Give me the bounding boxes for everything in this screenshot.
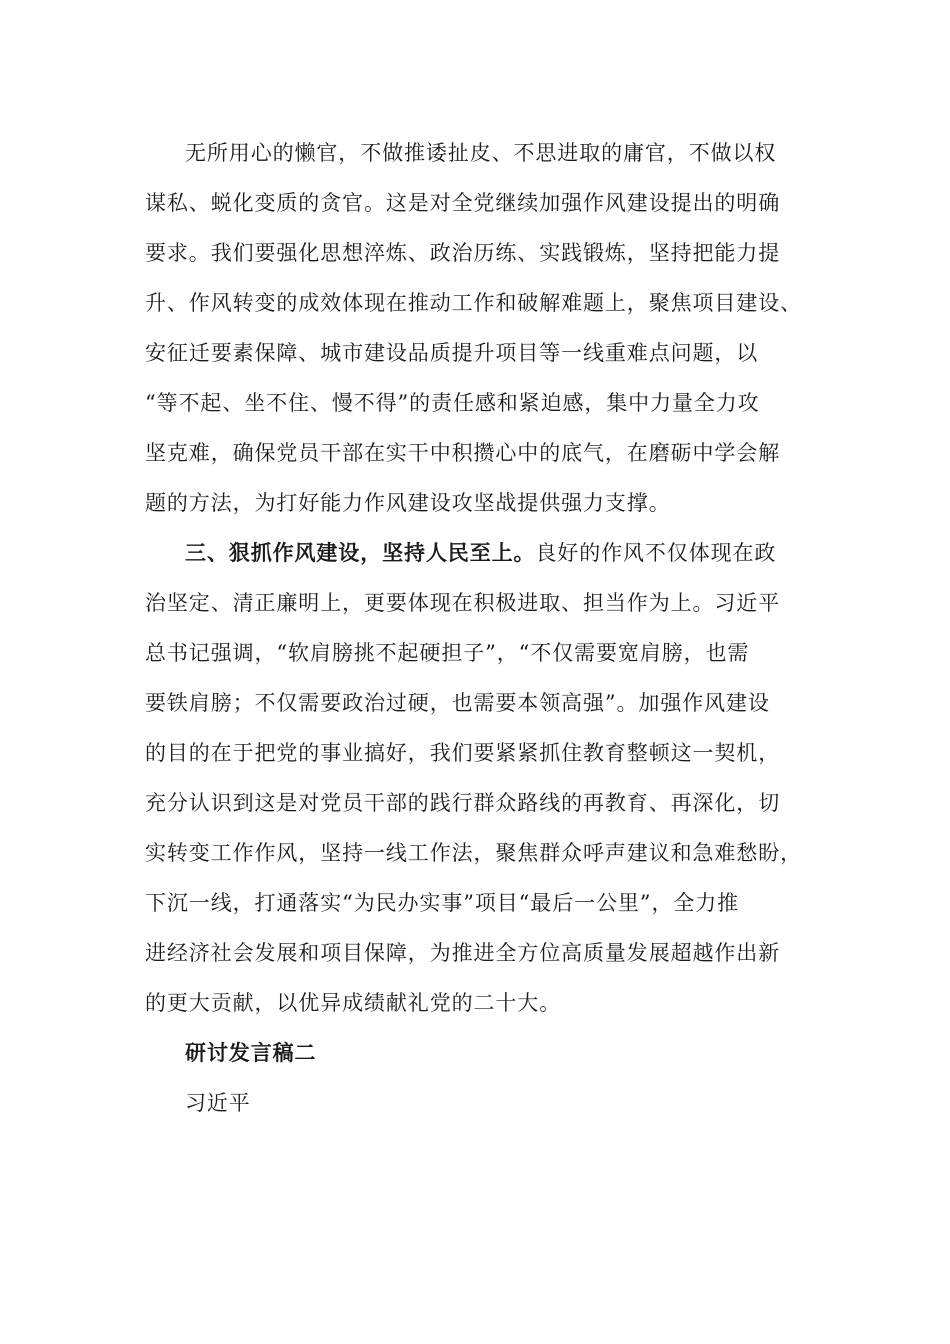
author-name: 习近平	[185, 1091, 251, 1115]
paragraph-line: 的更大贡献，以优异成绩献礼党的二十大。	[145, 991, 562, 1015]
paragraph-2	[145, 528, 815, 1028]
paragraph-line: 坚克难，确保党员干部在实干中积攒心中的底气，在磨砺中学会解	[145, 441, 781, 465]
document-page	[145, 128, 815, 1128]
paragraph-line: 实转变工作作风，坚持一线工作法，聚焦群众呼声建议和急难愁盼，	[145, 841, 802, 865]
paragraph-line: 要铁肩膀；不仅需要政治过硬，也需要本领高强”。加强作风建设	[145, 691, 770, 715]
paragraph-line: 安征迁要素保障、城市建设品质提升项目等一线重难点问题，以	[145, 341, 759, 365]
paragraph-line: 谋私、蜕化变质的贪官。这是对全党继续加强作风建设提出的明确	[145, 191, 781, 215]
paragraph-line: 进经济社会发展和项目保障，为推进全方位高质量发展超越作出新	[145, 941, 781, 965]
paragraph-line: 充分认识到这是对党员干部的践行群众路线的再教育、再深化，切	[145, 791, 781, 815]
paragraph-line	[145, 528, 815, 578]
paragraph-line: “等不起、坐不住、慢不得”的责任感和紧迫感，集中力量全力攻	[145, 391, 760, 415]
paragraph-line: 治坚定、清正廉明上，更要体现在积极进取、担当作为上。习近平	[145, 591, 781, 615]
paragraph-line: 要求。我们要强化思想淬炼、政治历练、实践锻炼，坚持把能力提	[145, 241, 781, 265]
paragraph-line: 总书记强调，“软肩膀挑不起硬担子”，“不仅需要宽肩膀，也需	[145, 641, 750, 665]
paragraph-line: 下沉一线，打通落实“为民办实事”项目“最后一公里”，全力推	[145, 891, 740, 915]
paragraph-line: 升、作风转变的成效体现在推动工作和破解难题上，聚焦项目建设、	[145, 291, 802, 315]
paragraph-line: 题的方法，为打好能力作风建设攻坚战提供强力支撑。	[145, 491, 671, 515]
section-title: 研讨发言稿二	[185, 1040, 317, 1065]
paragraph-line: 的目的在于把党的事业搞好，我们要紧紧抓住教育整顿这一契机，	[145, 741, 781, 765]
section-heading: 三、狠抓作风建设，坚持人民至上。	[185, 540, 536, 565]
paragraph-text: 良好的作风不仅体现在政	[535, 541, 777, 565]
paragraph-1	[145, 128, 815, 528]
paragraph-line: 无所用心的懒官，不做推诿扯皮、不思进取的庸官，不做以权	[185, 141, 777, 165]
